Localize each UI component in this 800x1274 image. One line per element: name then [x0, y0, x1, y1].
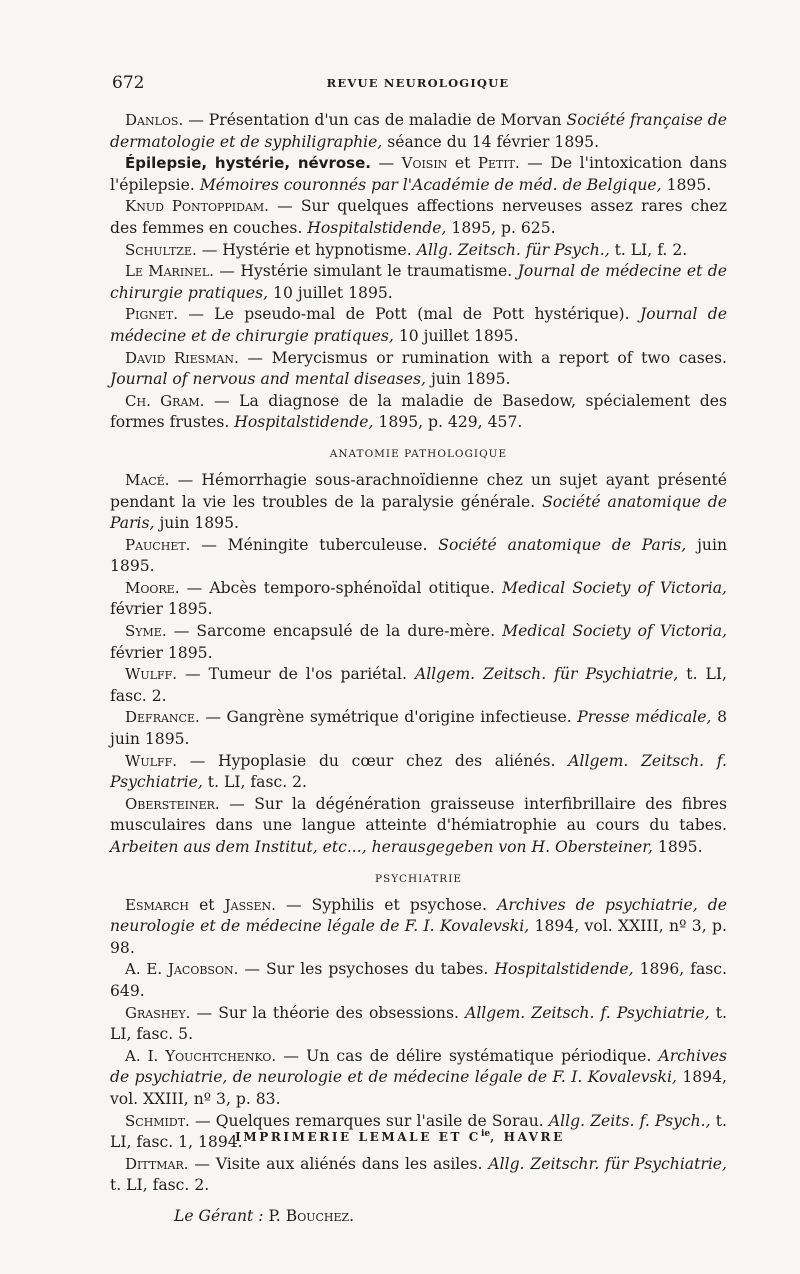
entry-text: — Hystérie simulant le traumatisme. [213, 262, 518, 281]
entry-source: Journal of nervous and mental diseases, [110, 370, 426, 389]
running-title: REVUE NEUROLOGIQUE [326, 76, 510, 90]
section-heading-psychiatrie: PSYCHIATRIE [374, 872, 463, 885]
entry-tail: 1894, vol. XXIII, nº 3, p. 98. [110, 917, 727, 957]
entry-author: Knud Pontoppidam. [125, 197, 269, 216]
bibliography-entry [110, 110, 727, 153]
entry-tail: séance du 14 février 1895. [382, 132, 600, 151]
entry-text: — Abcès temporo-sphénoïdal otitique. [179, 578, 502, 597]
signature-name: Bouchez. [285, 1206, 355, 1225]
entry-tail: t. LI, fasc. 5. [110, 1003, 727, 1044]
entry-source: Société anatomique de Paris, [438, 535, 687, 554]
bibliography-entry [110, 578, 727, 621]
bibliography-entry [110, 196, 727, 239]
entry-source: Arbeiten aus dem Institut, etc..., herausgegeben von H. Obersteiner, [110, 838, 653, 856]
printer-imprint [0, 1129, 800, 1144]
entry-text: — Tumeur de l'os pariétal. [177, 665, 415, 684]
entry-tail: t. LI, fasc. 1, 1894. [110, 1111, 727, 1152]
entry-author-2: Petit. [477, 154, 520, 173]
entry-tail: juin 1895. [426, 370, 511, 389]
entry-text: — Sur quelques affections nerveuses assez rares chez des femmes en couches. [110, 197, 727, 237]
entry-tail: 1895. [652, 838, 703, 856]
entry-source: Allg. Zeitsch. für Psych., [416, 240, 610, 259]
bibliography-entry [110, 794, 727, 859]
entry-source: Presse médicale, [577, 708, 712, 727]
entry-text: — Hémorrhagie sous-arachnoïdienne chez un sujet ayant présenté pendant la vie les troubles de la paralysie générale. [110, 470, 727, 511]
entry-tail: 1894, vol. XXIII, nº 3, p. 83. [110, 1068, 727, 1108]
bibliography-entry [110, 895, 727, 960]
entry-text: — Présentation d'un cas de maladie de Morvan [183, 111, 567, 129]
entry-author-2: Jassen. [224, 895, 276, 914]
entry-text: — Quelques remarques sur l'asile de Sorau. [189, 1111, 549, 1130]
entry-text: — Gangrène symétrique d'origine infectieuse. [199, 708, 578, 727]
entry-source: Hospitalstidende, [307, 218, 447, 237]
entry-text: — Syphilis et psychose. [275, 895, 498, 914]
entry-text: — Sur la théorie des obsessions. [190, 1003, 466, 1022]
signature-initial: P. [268, 1206, 281, 1225]
entry-text: — Un cas de délire systématique périodique. [276, 1046, 659, 1065]
entry-source: Archives de psychiatrie, de neurologie et de médecine légale de F. I. Kovalevski, [110, 895, 727, 936]
entry-text: — Sarcome encapsulé de la dure-mère. [166, 622, 503, 641]
printer-tail: , HAVRE [490, 1130, 565, 1144]
bibliography-entry [110, 1003, 727, 1046]
bibliography-entry [110, 470, 727, 535]
entry-source: Hospitalstidende, [234, 413, 374, 432]
entry-tail: t. LI, fasc. 2. [110, 665, 727, 705]
entry-source: Société française de dermatologie et de syphiligraphie, [110, 111, 727, 151]
entry-text: — Sur la dégénération graisseuse interfibrillaire des fibres musculaires dans une langue atteinte d'hémiatrophie au cours du tabes. [110, 794, 727, 835]
section-heading-anatomie: ANATOMIE PATHOLOGIQUE [329, 447, 508, 460]
entry-text: — Merycismus or rumination with a report of two cases. [238, 348, 727, 367]
entry-source: Mémoires couronnés par l'Académie de méd. de Belgique, [199, 175, 662, 194]
entry-author: Le Marinel. [125, 262, 214, 281]
entry-tail: t. LI, fasc. 2. [110, 1176, 210, 1195]
entry-author: Danlos. [125, 111, 184, 129]
entry-heading: Épilepsie, hystérie, névrose. [125, 154, 371, 173]
entry-text: — Hypoplasie du cœur chez des aliénés. [177, 751, 569, 770]
entry-source: Medical Society of Victoria, [501, 578, 727, 597]
entry-text: — De l'intoxication dans l'épilepsie. [110, 154, 727, 194]
bibliography-entry [110, 621, 727, 664]
entry-tail: 1896, fasc. 649. [110, 960, 727, 1000]
entry-conjunction: et [188, 895, 225, 914]
entry-author: Voisin [401, 154, 448, 173]
bibliography-entry [110, 153, 727, 196]
bibliography-entry [110, 664, 727, 707]
bibliography-entry [110, 261, 727, 304]
entry-source: Journal de médecine et de chirurgie pratiques, [110, 262, 727, 302]
entry-text: — Hystérie et hypnotisme. [196, 240, 417, 259]
entry-author: Moore. [125, 578, 180, 597]
entry-author: Syme. [125, 622, 167, 641]
page-body [110, 110, 727, 1225]
entry-dash: — [370, 154, 402, 173]
entry-author: Schmidt. [125, 1111, 190, 1130]
entry-source: Medical Society of Victoria, [502, 622, 727, 641]
bibliography-entry [110, 959, 727, 1002]
signature-label: Le Gérant : [174, 1206, 264, 1225]
bibliography-entry [110, 751, 727, 794]
entry-source: Hospitalstidende, [494, 960, 634, 979]
entry-source: Allg. Zeits. f. Psych., [548, 1111, 711, 1130]
signature-line [174, 1207, 727, 1225]
entry-text: — Visite aux aliénés dans les asiles. [188, 1154, 489, 1173]
entry-text: — Le pseudo-mal de Pott (mal de Pott hystérique). [178, 305, 640, 324]
entry-author: Schultze. [125, 240, 197, 259]
bibliography-entry [110, 1154, 727, 1197]
entry-tail: juin 1895. [154, 514, 239, 533]
bibliography-entry [110, 304, 727, 347]
entry-text: — Sur les psychoses du tabes. [238, 960, 495, 979]
entry-author: Pignet. [125, 305, 178, 324]
entry-author: Grashey. [125, 1003, 191, 1022]
entry-tail: 10 juillet 1895. [393, 326, 519, 345]
entry-source: Allg. Zeitschr. für Psychiatrie, [488, 1154, 727, 1173]
entry-author: David Riesman. [125, 348, 239, 367]
entry-author: Macé. [125, 470, 170, 489]
entry-tail: juin 1895. [110, 535, 727, 576]
entry-author: Esmarch [125, 895, 189, 914]
printer-text: IMPRIMERIE LEMALE ET C [235, 1130, 481, 1144]
bibliography-entry [110, 348, 727, 391]
entry-text: — La diagnose de la maladie de Basedow, spécialement des formes frustes. [110, 391, 727, 432]
entry-source: Société anatomique de Paris, [110, 492, 727, 533]
entry-author: Dittmar. [125, 1154, 189, 1173]
entry-tail: février 1895. [110, 643, 213, 662]
entry-source: Journal de médecine et de chirurgie pratiques, [110, 305, 728, 345]
bibliography-entry [110, 240, 727, 262]
entry-author: A. I. Youchtchenko. [125, 1046, 277, 1065]
entry-tail: t. LI, f. 2. [609, 240, 688, 259]
bibliography-entry [110, 1046, 727, 1111]
bibliography-entry [110, 707, 727, 750]
entry-text: — Méningite tuberculeuse. [190, 535, 439, 554]
entry-author: Pauchet. [125, 535, 191, 554]
entry-author: Wulff. [125, 665, 178, 684]
entry-tail: 10 juillet 1895. [268, 283, 393, 302]
entry-author: Obersteiner. [125, 794, 220, 813]
entry-author: Ch. Gram. [125, 391, 205, 410]
entry-tail: t. LI, fasc. 2. [202, 773, 308, 792]
entry-author: Wulff. [125, 751, 178, 770]
printer-sup: ie [480, 1129, 491, 1139]
entry-conjunction: et [447, 154, 478, 173]
entry-author: Defrance. [125, 708, 200, 727]
entry-source: Archives de psychiatrie, de neurologie et de médecine légale de F. I. Kovalevski, [110, 1046, 727, 1087]
page-number: 672 [112, 73, 145, 93]
entry-tail: février 1895. [110, 600, 213, 619]
page-header [112, 73, 724, 95]
entry-author: A. E. Jacobson. [125, 960, 239, 979]
entry-source: Allgem. Zeitsch. für Psychiatrie, [414, 665, 679, 684]
bibliography-entry [110, 391, 727, 434]
entry-tail: 1895. [661, 175, 712, 194]
entry-tail: 1895, p. 625. [446, 218, 556, 237]
entry-tail: 8 juin 1895. [110, 708, 728, 749]
entry-tail: 1895, p. 429, 457. [373, 413, 523, 432]
entry-source: Allgem. Zeitsch. f. Psychiatrie, [110, 751, 727, 792]
entry-source: Allgem. Zeitsch. f. Psychiatrie, [465, 1003, 710, 1022]
bibliography-entry [110, 535, 727, 578]
